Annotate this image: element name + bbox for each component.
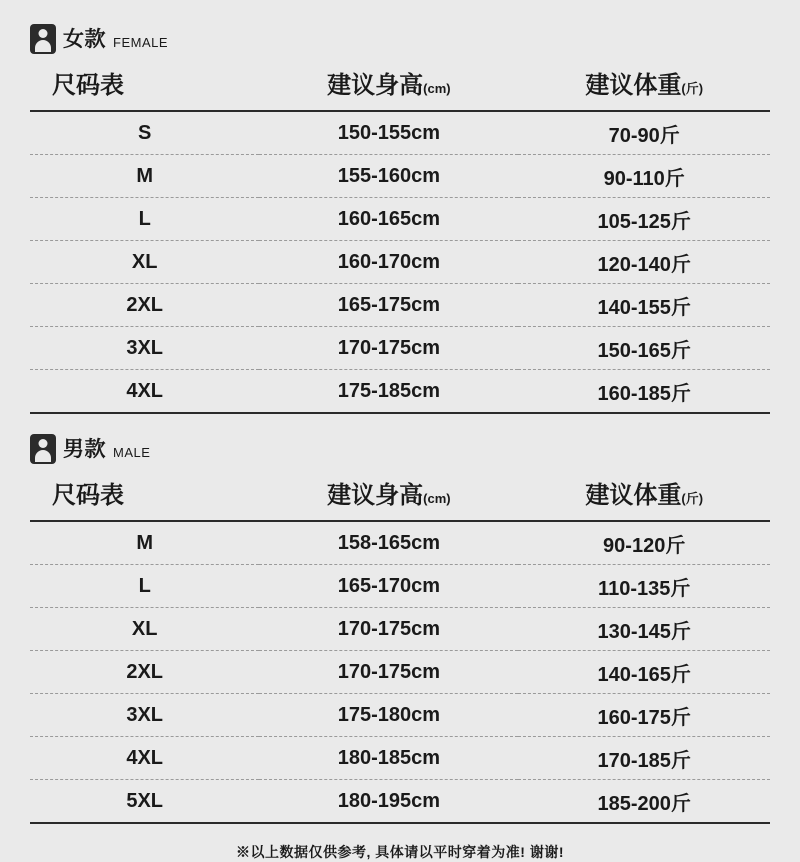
cell-height: 155-160cm — [259, 155, 518, 198]
table-row — [30, 565, 770, 608]
cell-weight: 90-120斤 — [518, 521, 770, 565]
table-row — [30, 737, 770, 780]
cell-weight: 160-175斤 — [518, 694, 770, 737]
table-row — [30, 155, 770, 198]
section-title-en: MALE — [113, 444, 151, 460]
cell-size: 4XL — [30, 737, 259, 780]
cell-size: 3XL — [30, 327, 259, 370]
cell-weight: 70-90斤 — [518, 111, 770, 155]
cell-height: 170-175cm — [259, 608, 518, 651]
section-title-en: FEMALE — [113, 34, 169, 50]
cell-weight: 105-125斤 — [518, 198, 770, 241]
table-row — [30, 521, 770, 565]
column-header-size: 尺码表 — [30, 470, 259, 521]
cell-height: 165-170cm — [259, 565, 518, 608]
section-female — [30, 22, 770, 414]
cell-height: 165-175cm — [259, 284, 518, 327]
cell-size: XL — [30, 608, 259, 651]
column-header-height — [259, 60, 518, 111]
section-header-male — [30, 432, 770, 466]
column-header-size: 尺码表 — [30, 60, 259, 111]
column-header-weight-label: 建议体重 — [585, 482, 682, 509]
cell-size: S — [30, 111, 259, 155]
section-male — [30, 432, 770, 824]
table-row — [30, 327, 770, 370]
table-row — [30, 694, 770, 737]
section-spacer — [30, 414, 770, 432]
cell-height: 180-185cm — [259, 737, 518, 780]
cell-size: 3XL — [30, 694, 259, 737]
cell-size: L — [30, 565, 259, 608]
cell-height: 175-185cm — [259, 370, 518, 414]
column-header-height-unit: (cm) — [423, 491, 451, 506]
size-table-male — [30, 470, 770, 824]
cell-weight: 140-165斤 — [518, 651, 770, 694]
cell-weight: 130-145斤 — [518, 608, 770, 651]
section-header-female — [30, 22, 770, 56]
male-avatar-icon — [30, 434, 56, 464]
size-table-female — [30, 60, 770, 414]
column-header-height-label: 建议身高 — [327, 72, 424, 99]
table-header-row — [30, 470, 770, 521]
table-row — [30, 241, 770, 284]
cell-weight: 170-185斤 — [518, 737, 770, 780]
table-row — [30, 780, 770, 824]
cell-size: 2XL — [30, 284, 259, 327]
cell-height: 170-175cm — [259, 651, 518, 694]
cell-weight: 160-185斤 — [518, 370, 770, 414]
cell-weight: 110-135斤 — [518, 565, 770, 608]
cell-weight: 185-200斤 — [518, 780, 770, 824]
footnote: ※以上数据仅供参考, 具体请以平时穿着为准! 谢谢! — [236, 844, 564, 860]
cell-size: M — [30, 521, 259, 565]
table-row — [30, 370, 770, 414]
table-row — [30, 198, 770, 241]
table-row — [30, 651, 770, 694]
column-header-weight-label: 建议体重 — [585, 72, 682, 99]
section-title-cn: 男款 — [63, 437, 106, 461]
cell-weight: 150-165斤 — [518, 327, 770, 370]
column-header-weight — [518, 470, 770, 521]
cell-height: 175-180cm — [259, 694, 518, 737]
cell-size: 4XL — [30, 370, 259, 414]
cell-size: L — [30, 198, 259, 241]
cell-height: 160-165cm — [259, 198, 518, 241]
column-header-weight — [518, 60, 770, 111]
column-header-height — [259, 470, 518, 521]
cell-weight: 140-155斤 — [518, 284, 770, 327]
column-header-weight-unit: (斤) — [681, 491, 704, 506]
column-header-weight-unit: (斤) — [681, 81, 704, 96]
table-row — [30, 111, 770, 155]
cell-weight: 90-110斤 — [518, 155, 770, 198]
cell-size: 2XL — [30, 651, 259, 694]
cell-height: 160-170cm — [259, 241, 518, 284]
table-row — [30, 608, 770, 651]
cell-height: 180-195cm — [259, 780, 518, 824]
table-row — [30, 284, 770, 327]
cell-height: 170-175cm — [259, 327, 518, 370]
column-header-height-unit: (cm) — [423, 81, 451, 96]
cell-height: 150-155cm — [259, 111, 518, 155]
column-header-height-label: 建议身高 — [327, 482, 424, 509]
cell-height: 158-165cm — [259, 521, 518, 565]
cell-size: M — [30, 155, 259, 198]
cell-size: XL — [30, 241, 259, 284]
cell-weight: 120-140斤 — [518, 241, 770, 284]
cell-size: 5XL — [30, 780, 259, 824]
section-title-cn: 女款 — [63, 27, 106, 51]
table-header-row — [30, 60, 770, 111]
female-avatar-icon — [30, 24, 56, 54]
